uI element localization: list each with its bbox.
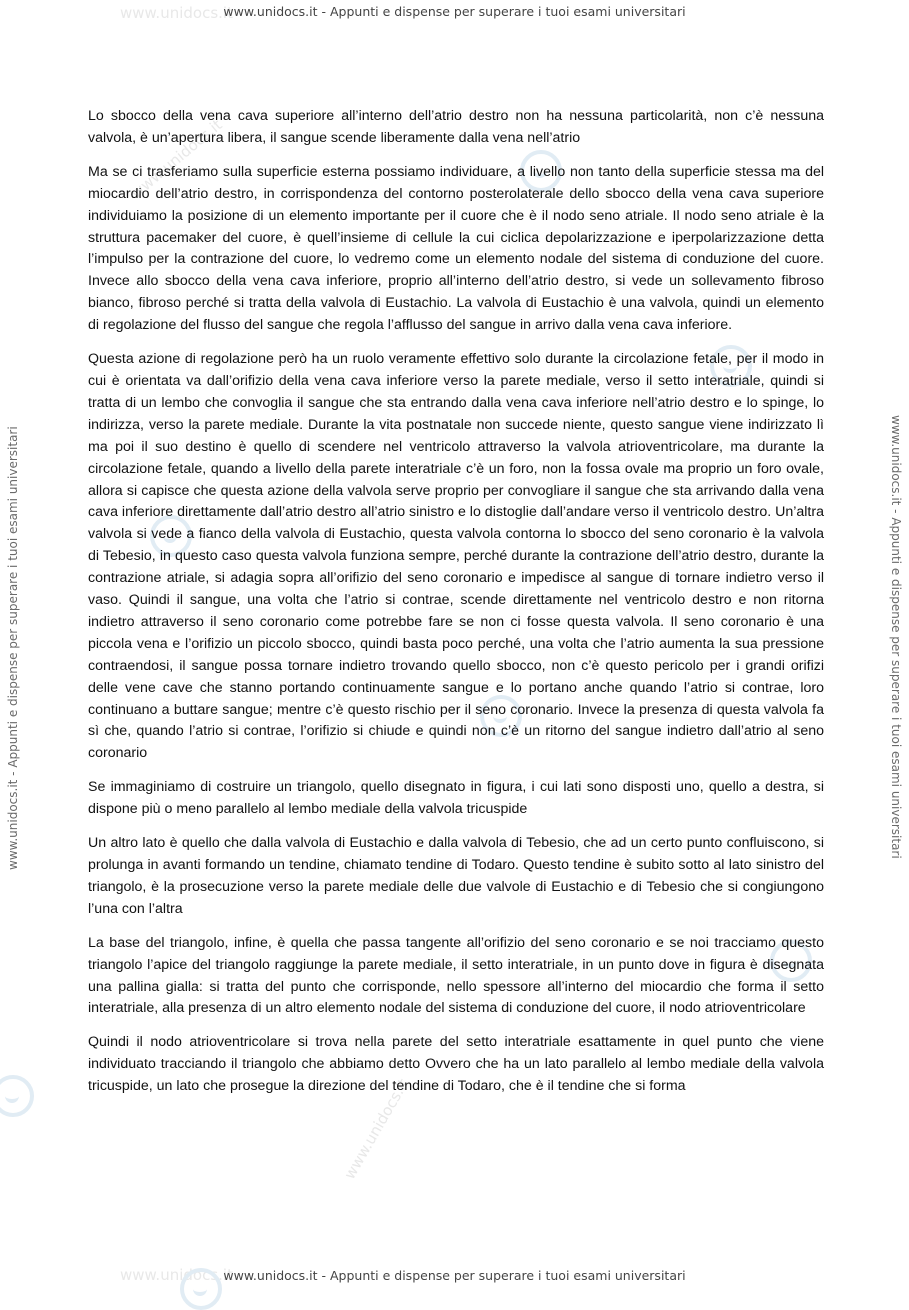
paragraph: Quindi il nodo atrioventricolare si trova nella parete del setto interatriale esattamente in quel punto che viene individuato tracciando il triangolo che abbiamo detto Ovvero che ha un lato parallelo al lembo mediale della valvola tricuspide, un lato che prosegue la direzione del tendine di Todaro, che è il tendine che si forma [88,1034,824,1095]
side-banner-right: www.unidocs.it - Appunti e dispense per superare i tuoi esami universitari [889,415,903,859]
watermark-text: www.unidocs.it [127,115,226,203]
watermark-text: www.unidocs.it [120,4,233,22]
watermark-text: www.unidocs.it [120,1266,233,1284]
unidocs-logo-icon [0,1075,34,1117]
paragraph: Ma se ci trasferiamo sulla superficie esterna possiamo individuare, a livello non tanto della superficie stessa ma del miocardio dell’atrio destro, in corrispondenza del contorno posterolaterale dello sbocco della vena cava superiore individuiamo la posizione di un elemento importante per il cuore che è il nodo seno atriale. Il nodo seno atriale è la struttura pacemaker del cuore, è quell’insieme di cellule la cui ciclica depolarizzazione e iperpolarizzazione detta l’impulso per la contrazione del cuore, lo vedremo come un elemento nodale del sistema di conduzione del cuore. Invece allo sbocco della vena cava inferiore, proprio all’interno dell’atrio destro, si vede un sollevamento fibroso bianco, fibroso perché si tratta della valvola di Eustachio. La valvola di Eustachio è una valvola, quindi un elemento di regolazione del flusso del sangue che regola l’afflusso del sangue in arrivo dalla vena cava inferiore. [88,163,824,334]
watermark-text: www.unidocs.it [340,1075,413,1183]
page-header[interactable]: www.unidocs.it - Appunti e dispense per superare i tuoi esami universitari [223,4,686,19]
paragraph: Questa azione di regolazione però ha un ruolo veramente effettivo solo durante la circolazione fetale, per il modo in cui è orientata va dall’orifizio della vena cava inferiore verso la parete mediale, verso il setto interatriale, quindi si tratta di un lembo che convoglia il sangue che sta entrando dalla vena cava inferiore nell’atrio destro e lo spinge, lo indirizza, verso la parete mediale. Durante la vita postnatale non succede niente, questo sangue viene indirizzato lì ma poi il suo destino è quello di scendere nel ventricolo attraverso la valvola atrioventricolare, ma durante la circolazione fetale, quando a livello della parete interatriale c’è un foro, non la fossa ovale ma proprio un foro ovale, allora si capisce che questa azione della valvola serve proprio per convogliare il sangue che sta arrivando dalla vena cava inferiore direttamente dall’atrio destro all’atrio sinistro e lo distoglie dall’andare verso il ventricolo destro. Un’altra valvola si vede a fianco della valvola di Eustachio, questa valvola contorna lo sbocco del seno coronario è la valvola di Tebesio, in questo caso questa valvola funziona sempre, perché durante la contrazione dell’atrio destro, durante la contrazione atriale, si adagia sopra all’orifizio del seno coronario e impedisce al sangue di tornare indietro verso il vaso. Quindi il sangue, una volta che l’atrio si contrae, scende direttamente nel ventricolo destro e non ritorna indietro attraverso il seno coronario come potrebbe fare se non ci fosse questa valvola. Il seno coronario è una piccola vena e l’orifizio un piccolo sbocco, quindi basta poco perché, una volta che l’atrio aumenta la sua pressione contraendosi, il sangue possa tornare indietro trovando quello sbocco, non c’è questo pericolo per i grandi orifizi delle vene cave che stanno portando continuamente sangue e lo portano anche quando l’atrio si contrae, loro continuano a buttare sangue; mentre c’è questo rischio per il seno coronario. Invece la presenza di questa valvola fa sì che, quando l’atrio si contrae, l’orifizio si chiude e quindi non c’è un ritorno del sangue indietro dall’atrio al seno coronario [88,351,824,762]
document-body [88,106,824,1110]
paragraph: Se immaginiamo di costruire un triangolo, quello disegnato in figura, i cui lati sono disposti uno, quello a destra, si dispone più o meno parallelo al lembo mediale della valvola tricuspide [88,779,824,818]
paragraph: Un altro lato è quello che dalla valvola di Eustachio e dalla valvola di Tebesio, che ad un certo punto confluiscono, si prolunga in avanti formando un tendine, chiamato tendine di Todaro. Questo tendine è subito sotto al lato sinistro del triangolo, è la prosecuzione verso la parete mediale delle due valvole di Eustachio e di Tebesio che si congiungono l’una con l’altra [88,835,824,917]
side-banner-left: www.unidocs.it - Appunti e dispense per superare i tuoi esami universitari [6,426,20,870]
paragraph: Lo sbocco della vena cava superiore all’interno dell’atrio destro non ha nessuna particolarità, non c’è nessuna valvola, è un’apertura libera, il sangue scende liberamente dalla vena nell’atrio [88,108,824,146]
paragraph: La base del triangolo, infine, è quella che passa tangente all’orifizio del seno coronario e se noi tracciamo questo triangolo l’apice del triangolo raggiunge la parete mediale, il setto interatriale, in un punto dove in figura è disegnata una pallina gialla: si tratta del punto che corrisponde, nello spessore all’interno del miocardio che forma il setto interatriale, alla presenza di un altro elemento nodale del sistema di conduzione del cuore, il nodo atrioventricolare [88,934,824,1017]
page-footer[interactable]: www.unidocs.it - Appunti e dispense per superare i tuoi esami universitari [223,1268,686,1283]
